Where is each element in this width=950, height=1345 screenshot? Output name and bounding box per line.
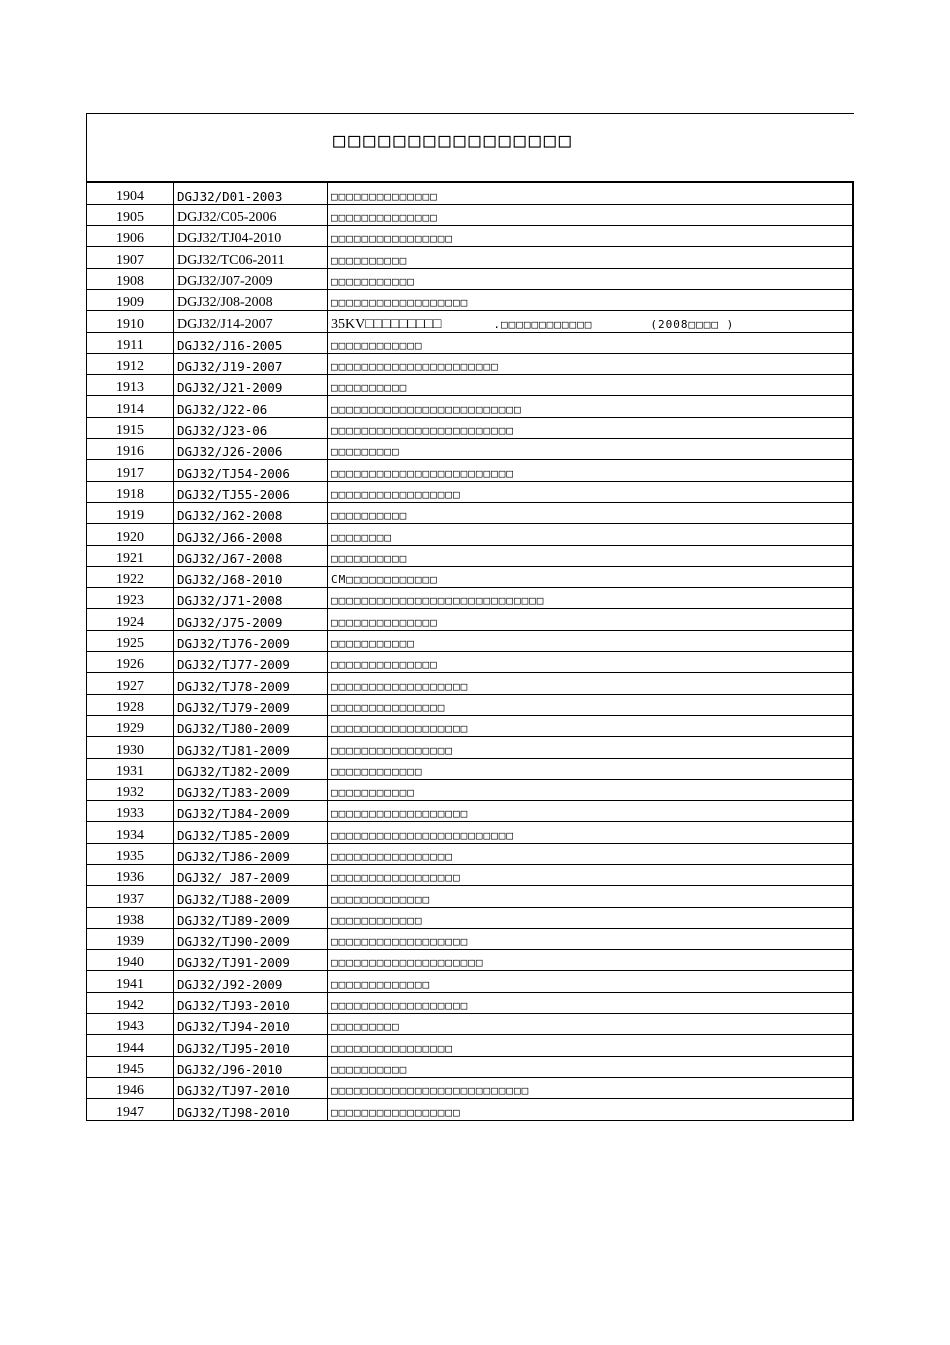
table-row	[87, 609, 854, 630]
table-row	[87, 396, 854, 417]
row-number: 1930	[87, 737, 174, 758]
standard-code: DGJ32/TJ54-2006	[174, 460, 328, 481]
standard-name: □□□□□□□□	[328, 524, 854, 545]
standard-name: □□□□□□□□□□□□□□	[328, 183, 854, 204]
row-number: 1924	[87, 609, 174, 630]
standard-name: □□□□□□□□□□□□□□□□	[328, 737, 854, 758]
table-row	[87, 694, 854, 715]
table-row	[87, 204, 854, 225]
standard-code: DGJ32/J23-06	[174, 417, 328, 438]
standard-code: DGJ32/J92-2009	[174, 971, 328, 992]
table-row	[87, 971, 854, 992]
row-number: 1938	[87, 907, 174, 928]
standard-name-part: .□□□□□□□□□□□□	[493, 317, 593, 331]
standard-name: □□□□□□□□□	[328, 439, 854, 460]
standard-code: DGJ32/TJ04-2010	[174, 226, 328, 247]
standard-code: DGJ32/TJ94-2010	[174, 1014, 328, 1035]
standard-code: DGJ32/TJ93-2010	[174, 992, 328, 1013]
document-sheet	[86, 113, 854, 1121]
row-number: 1935	[87, 843, 174, 864]
standard-name: CM□□□□□□□□□□□□	[328, 566, 854, 587]
standard-code: DGJ32/J07-2009	[174, 268, 328, 289]
row-number: 1926	[87, 652, 174, 673]
standard-name: □□□□□□□□□□□□□	[328, 886, 854, 907]
row-number: 1921	[87, 545, 174, 566]
table-row	[87, 822, 854, 843]
table-row	[87, 1099, 854, 1120]
table-row	[87, 502, 854, 523]
table-row	[87, 737, 854, 758]
row-number: 1936	[87, 865, 174, 886]
standard-name: □□□□□□□□□□□□□□	[328, 609, 854, 630]
table-row	[87, 417, 854, 438]
standard-name: □□□□□□□□□□	[328, 375, 854, 396]
standard-name: □□□□□□□□□□□□□	[328, 971, 854, 992]
standard-name: □□□□□□□□□□□	[328, 779, 854, 800]
standard-name: □□□□□□□□□□□□□□	[328, 204, 854, 225]
standard-code: DGJ32/J22-06	[174, 396, 328, 417]
row-number: 1931	[87, 758, 174, 779]
table-row	[87, 801, 854, 822]
standard-name: □□□□□□□□□□□□□□	[328, 652, 854, 673]
row-number: 1917	[87, 460, 174, 481]
standard-code: DGJ32/ J87-2009	[174, 865, 328, 886]
standard-code: DGJ32/J08-2008	[174, 289, 328, 310]
standard-name: □□□□□□□□□□□□	[328, 332, 854, 353]
table-row	[87, 566, 854, 587]
standard-name: □□□□□□□□□□□□□□□□□□□□□□□□□□	[328, 1077, 854, 1098]
standard-name: □□□□□□□□□□	[328, 502, 854, 523]
row-number: 1907	[87, 247, 174, 268]
standard-code: DGJ32/TJ55-2006	[174, 481, 328, 502]
standard-name: □□□□□□□□□□□□□□□□□□	[328, 673, 854, 694]
standard-name: □□□□□□□□□□□□□□□□□□□□□□	[328, 353, 854, 374]
standard-name: □□□□□□□□□□□□□□□□□□□□□□□□	[328, 417, 854, 438]
standard-code: DGJ32/TJ79-2009	[174, 694, 328, 715]
table-row	[87, 268, 854, 289]
row-number: 1928	[87, 694, 174, 715]
row-number: 1912	[87, 353, 174, 374]
standard-name-part: 35KV□□□□□□□□□	[331, 316, 442, 332]
table-row	[87, 843, 854, 864]
title-box	[86, 113, 854, 183]
standard-name: □□□□□□□□□□□□□□□□	[328, 843, 854, 864]
standard-code: DGJ32/TJ78-2009	[174, 673, 328, 694]
standard-name: □□□□□□□□□□	[328, 545, 854, 566]
standard-code: DGJ32/C05-2006	[174, 204, 328, 225]
standard-code: DGJ32/TJ83-2009	[174, 779, 328, 800]
row-number: 1906	[87, 226, 174, 247]
row-number: 1947	[87, 1099, 174, 1120]
table-row	[87, 652, 854, 673]
standard-name: □□□□□□□□□□□□□□□	[328, 694, 854, 715]
document-title: □□□□□□□□□□□□□□□□	[333, 127, 574, 152]
row-number: 1919	[87, 502, 174, 523]
row-number: 1923	[87, 588, 174, 609]
table-row	[87, 545, 854, 566]
row-number: 1920	[87, 524, 174, 545]
table-row	[87, 673, 854, 694]
standards-table	[86, 183, 854, 1121]
table-row	[87, 865, 854, 886]
standard-code: DGJ32/J75-2009	[174, 609, 328, 630]
standard-code: DGJ32/TJ89-2009	[174, 907, 328, 928]
standard-name	[328, 311, 854, 332]
table-row	[87, 226, 854, 247]
standard-name: □□□□□□□□□□□□□□□□□□	[328, 801, 854, 822]
standard-code: DGJ32/J96-2010	[174, 1056, 328, 1077]
standard-code: DGJ32/TJ81-2009	[174, 737, 328, 758]
table-row	[87, 1056, 854, 1077]
standard-name: □□□□□□□□□□□□□□□□□	[328, 481, 854, 502]
table-row	[87, 183, 854, 204]
standard-name: □□□□□□□□□□□□□□□□□	[328, 865, 854, 886]
standard-code: DGJ32/J71-2008	[174, 588, 328, 609]
table-row	[87, 1014, 854, 1035]
standard-name: □□□□□□□□□	[328, 1014, 854, 1035]
standard-name: □□□□□□□□□□□□□□□□□□□□□□□□□	[328, 396, 854, 417]
row-number: 1909	[87, 289, 174, 310]
row-number: 1915	[87, 417, 174, 438]
row-number: 1940	[87, 950, 174, 971]
table-row	[87, 907, 854, 928]
table-row	[87, 524, 854, 545]
row-number: 1929	[87, 715, 174, 736]
standard-code: DGJ32/J62-2008	[174, 502, 328, 523]
row-number: 1922	[87, 566, 174, 587]
standard-code: DGJ32/TJ98-2010	[174, 1099, 328, 1120]
table-row	[87, 353, 854, 374]
row-number: 1908	[87, 268, 174, 289]
standard-code: DGJ32/TJ97-2010	[174, 1077, 328, 1098]
row-number: 1916	[87, 439, 174, 460]
standard-name: □□□□□□□□□□□□	[328, 907, 854, 928]
table-row	[87, 758, 854, 779]
standard-name: □□□□□□□□□□□□□□□□□□	[328, 715, 854, 736]
row-number: 1918	[87, 481, 174, 502]
standard-name: □□□□□□□□□□□□□□□□□□□□□□□□	[328, 460, 854, 481]
row-number: 1941	[87, 971, 174, 992]
table-row	[87, 311, 854, 332]
standard-code: DGJ32/J14-2007	[174, 311, 328, 332]
standard-code: DGJ32/TJ76-2009	[174, 630, 328, 651]
standard-code: DGJ32/TJ88-2009	[174, 886, 328, 907]
table-row	[87, 715, 854, 736]
row-number: 1937	[87, 886, 174, 907]
standard-name: □□□□□□□□□□	[328, 247, 854, 268]
standard-code: DGJ32/J16-2005	[174, 332, 328, 353]
row-number: 1905	[87, 204, 174, 225]
standard-code: DGJ32/TJ91-2009	[174, 950, 328, 971]
row-number: 1914	[87, 396, 174, 417]
row-number: 1925	[87, 630, 174, 651]
standard-name: □□□□□□□□□□	[328, 1056, 854, 1077]
table-row	[87, 460, 854, 481]
standard-code: DGJ32/TJ86-2009	[174, 843, 328, 864]
standard-code: DGJ32/J66-2008	[174, 524, 328, 545]
standard-name: □□□□□□□□□□□□□□□□□□□□	[328, 950, 854, 971]
table-row	[87, 1035, 854, 1056]
standard-code: DGJ32/D01-2003	[174, 183, 328, 204]
row-number: 1934	[87, 822, 174, 843]
standard-code: DGJ32/TJ90-2009	[174, 928, 328, 949]
table-row	[87, 992, 854, 1013]
row-number: 1913	[87, 375, 174, 396]
table-row	[87, 950, 854, 971]
table-row	[87, 928, 854, 949]
standard-name: □□□□□□□□□□□□□□□□□□□□□□□□	[328, 822, 854, 843]
table-row	[87, 289, 854, 310]
table-row	[87, 779, 854, 800]
standard-code: DGJ32/TJ84-2009	[174, 801, 328, 822]
standard-name: □□□□□□□□□□□□□□□□□□□□□□□□□□□□	[328, 588, 854, 609]
standard-name: □□□□□□□□□□□□□□□□□	[328, 1099, 854, 1120]
standard-name: □□□□□□□□□□□	[328, 268, 854, 289]
row-number: 1939	[87, 928, 174, 949]
row-number: 1946	[87, 1077, 174, 1098]
table-row	[87, 588, 854, 609]
standard-name-part: (2008□□□□ )	[650, 317, 735, 331]
standard-code: DGJ32/TC06-2011	[174, 247, 328, 268]
standard-code: DGJ32/J26-2006	[174, 439, 328, 460]
standard-name: □□□□□□□□□□□□□□□□□□	[328, 289, 854, 310]
table-row	[87, 1077, 854, 1098]
row-number: 1945	[87, 1056, 174, 1077]
row-number: 1927	[87, 673, 174, 694]
standard-code: DGJ32/J67-2008	[174, 545, 328, 566]
standard-code: DGJ32/TJ95-2010	[174, 1035, 328, 1056]
standard-code: DGJ32/TJ80-2009	[174, 715, 328, 736]
standard-name: □□□□□□□□□□□□	[328, 758, 854, 779]
table-row	[87, 886, 854, 907]
row-number: 1932	[87, 779, 174, 800]
standard-name: □□□□□□□□□□□□□□□□□□	[328, 992, 854, 1013]
row-number: 1904	[87, 183, 174, 204]
row-number: 1943	[87, 1014, 174, 1035]
table-row	[87, 439, 854, 460]
standard-code: DGJ32/J21-2009	[174, 375, 328, 396]
row-number: 1910	[87, 311, 174, 332]
standard-name: □□□□□□□□□□□□□□□□□□	[328, 928, 854, 949]
standard-name: □□□□□□□□□□□□□□□□	[328, 1035, 854, 1056]
standard-code: DGJ32/TJ85-2009	[174, 822, 328, 843]
standard-name: □□□□□□□□□□□□□□□□	[328, 226, 854, 247]
row-number: 1944	[87, 1035, 174, 1056]
table-row	[87, 375, 854, 396]
standard-code: DGJ32/J19-2007	[174, 353, 328, 374]
standard-name: □□□□□□□□□□□	[328, 630, 854, 651]
row-number: 1942	[87, 992, 174, 1013]
standard-code: DGJ32/TJ82-2009	[174, 758, 328, 779]
table-row	[87, 247, 854, 268]
standard-code: DGJ32/J68-2010	[174, 566, 328, 587]
table-row	[87, 630, 854, 651]
table-row	[87, 332, 854, 353]
row-number: 1911	[87, 332, 174, 353]
standard-code: DGJ32/TJ77-2009	[174, 652, 328, 673]
row-number: 1933	[87, 801, 174, 822]
table-row	[87, 481, 854, 502]
